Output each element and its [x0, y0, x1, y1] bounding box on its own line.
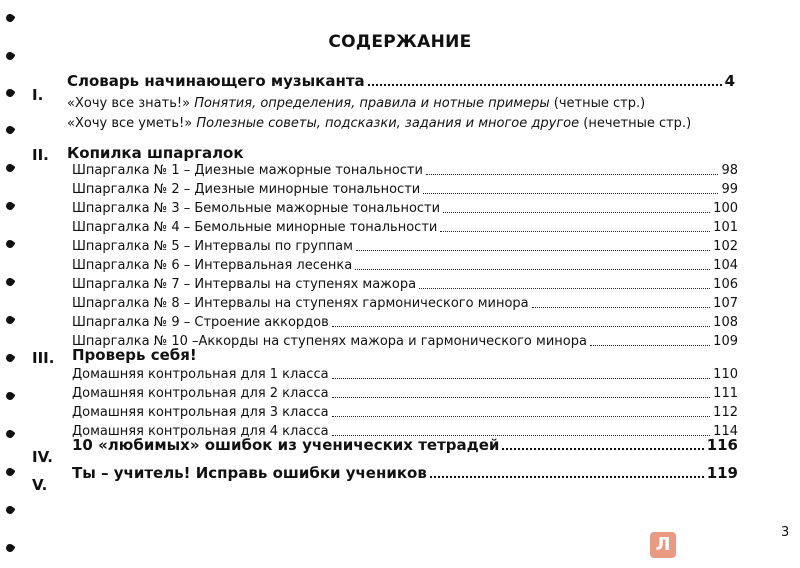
- toc-item[interactable]: Шпаргалка № 4 – Бемольные минорные тональности 101: [72, 220, 738, 235]
- labirint-logo-icon: Л: [650, 532, 676, 558]
- section-3-title: Проверь себя!: [72, 346, 197, 364]
- section-2-title: Копилка шпаргалок: [67, 144, 244, 162]
- section-5-page: 119: [706, 464, 738, 482]
- page-title: СОДЕРЖАНИЕ: [328, 32, 472, 52]
- toc-item[interactable]: Домашняя контрольная для 1 класса 110: [72, 367, 738, 382]
- toc-item[interactable]: Шпаргалка № 5 – Интервалы по группам 102: [72, 239, 738, 254]
- section-1-title: Словарь начинающего музыканта: [67, 72, 365, 90]
- toc-item[interactable]: Шпаргалка № 2 – Диезные минорные тональности 99: [72, 182, 738, 197]
- section-1-description-2: «Хочу все уметь!» Полезные советы, подсказки, задания и многое другое (нечетные стр.): [67, 116, 692, 131]
- section-5-row[interactable]: [72, 464, 738, 482]
- section-1-number: I.: [32, 86, 44, 104]
- section-1-row[interactable]: [67, 72, 735, 90]
- toc-item[interactable]: Шпаргалка № 7 – Интервалы на ступенях мажора 106: [72, 277, 738, 292]
- toc-item[interactable]: Шпаргалка № 3 – Бемольные мажорные тональности 100: [72, 201, 738, 216]
- section-1-page: 4: [724, 72, 735, 90]
- section-5-title: Ты – учитель! Исправь ошибки учеников: [72, 464, 427, 482]
- section-4-title: 10 «любимых» ошибок из ученических тетрадей: [72, 436, 500, 454]
- section-1-description-1: «Хочу все знать!» Понятия, определения, правила и нотные примеры (четные стр.): [67, 96, 646, 111]
- section-2-row[interactable]: [67, 144, 467, 162]
- toc-item[interactable]: Домашняя контрольная для 4 класса 114: [72, 424, 738, 439]
- toc-item[interactable]: Шпаргалка № 9 – Строение аккордов 108: [72, 315, 738, 330]
- toc-item[interactable]: Шпаргалка № 1 – Диезные мажорные тональности 98: [72, 163, 738, 178]
- section-4-number: IV.: [32, 448, 53, 466]
- section-4-page: 116: [706, 436, 738, 454]
- page-number: 3: [781, 525, 790, 540]
- spiral-binding: [4, 14, 18, 554]
- dot-leader: [368, 84, 722, 86]
- section-2-number: II.: [32, 146, 49, 164]
- toc-item[interactable]: Шпаргалка № 6 – Интервальная лесенка 104: [72, 258, 738, 273]
- toc-item[interactable]: Домашняя контрольная для 2 класса 111: [72, 386, 738, 401]
- section-4-row[interactable]: [72, 436, 738, 454]
- toc-item[interactable]: Домашняя контрольная для 3 класса 112: [72, 405, 738, 420]
- section-3-number: III.: [32, 349, 55, 367]
- section-3-row[interactable]: [72, 346, 472, 364]
- section-5-number: V.: [32, 476, 48, 494]
- dot-leader: [430, 476, 704, 478]
- dot-leader: [502, 448, 703, 450]
- toc-item[interactable]: Шпаргалка № 10 –Аккорды на ступенях мажора и гармонического минора 109: [72, 334, 738, 349]
- toc-item[interactable]: Шпаргалка № 8 – Интервалы на ступенях гармонического минора 107: [72, 296, 738, 311]
